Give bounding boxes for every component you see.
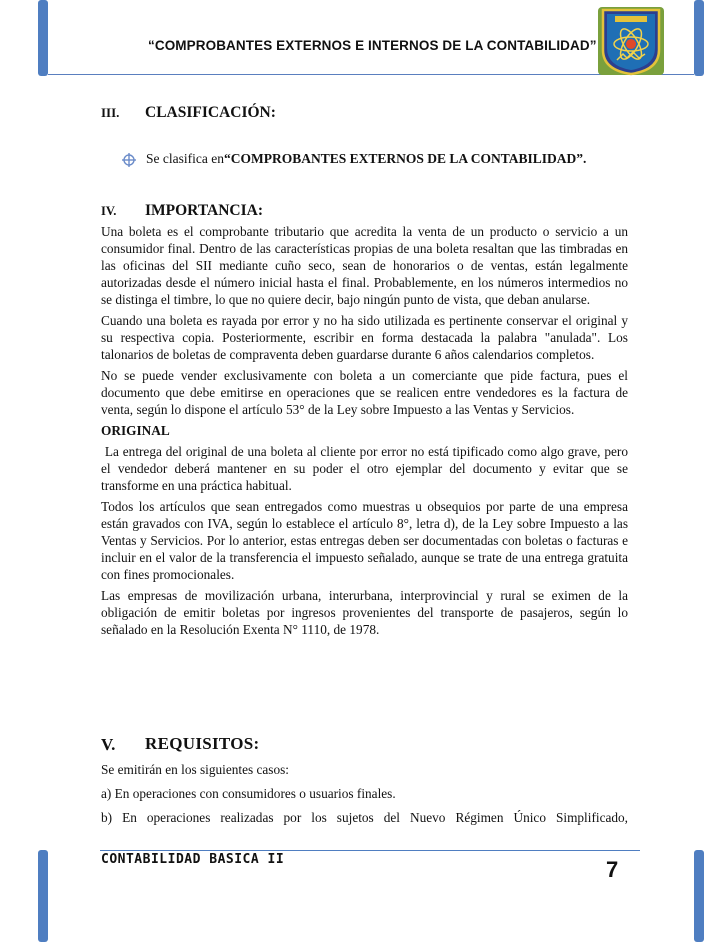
left-accent-bar-bottom — [38, 850, 48, 942]
left-accent-bar — [38, 0, 48, 76]
paragraph: La entrega del original de una boleta al cliente por error no está tipificado como algo grave, pero el vendedor deberá mantener en su poder el otro ejemplar del documento y evitar que se transforme en una práctica habitual. — [101, 444, 632, 493]
classification-bold-text: “COMPROBANTES EXTERNOS DE LA CONTABILIDAD”. — [223, 151, 587, 166]
page-number: 7 — [606, 857, 619, 882]
paragraph: Las empresas de movilización urbana, interurbana, interprovincial y rural se eximen de la obligación de emitir boletas por ingresos provenientes del transporte de pasajeros, según lo señalado en la Resolución Exenta N° 1110, de 1978. — [101, 588, 628, 637]
section-5-body — [101, 761, 628, 830]
paragraph: Cuando una boleta es rayada por error y no ha sido utilizada es pertinente conservar el original y su respectiva copia. Posteriormente, escribir en forma destacada la palabra "anulada". Los talonarios de boletas de compraventa deben guardarse durante 6 años calendarios completos. — [101, 313, 628, 362]
section-5-heading: REQUISITOS: — [145, 734, 260, 753]
footer-divider — [100, 850, 640, 851]
section-3-number: III. — [101, 105, 120, 120]
section-5-number: V. — [101, 735, 116, 754]
section-4-body — [101, 223, 632, 642]
section-4-number: IV. — [101, 204, 117, 218]
paragraph: Una boleta es el comprobante tributario que acredita la venta de un producto o servicio a un consumidor final. Dentro de las características propias de una boleta resaltan que las timbradas en las oficinas del SII mediante cuño seco, sean de honorarios o de ventas, están legalmente autorizadas desde el número inicial hasta el final. Probablemente, en los números intermedios no se distinga el timbre, lo que no quiere decir, bajo ningún punto de vista, que deban anularse. — [101, 224, 628, 307]
footer-course-label: CONTABILIDAD BASICA II — [101, 852, 285, 867]
requirement-line: Se emitirán en los siguientes casos: — [101, 762, 289, 777]
university-seal-logo — [597, 6, 665, 76]
subheading-original: ORIGINAL — [101, 423, 170, 438]
paragraph: No se puede vender exclusivamente con boleta a un comerciante que pide factura, pues el documento que debe emitirse en operaciones que se realicen entre vendedores es la factura de venta, según lo dispone el artículo 53° de la Ley sobre Impuesto a las Ventas y Servicios. — [101, 368, 628, 417]
section-4-heading: IMPORTANCIA: — [145, 202, 263, 219]
classification-bullet — [146, 151, 586, 167]
crosshair-bullet-icon — [122, 153, 136, 167]
paragraph: Todos los artículos que sean entregados como muestras u obsequios por parte de una empresa están gravados con IVA, según lo establece el artículo 8°, letra d), de la Ley sobre Impuesto a las Ventas y Servicios. Por lo anterior, estas entregas deben ser documentadas con boletas o facturas e incluir en el valor de la transferencia el impuesto señalado, aunque se trate de una entrega gratuita con fines promocionales. — [101, 499, 628, 582]
requirement-line: b) En operaciones realizadas por los sujetos del Nuevo Régimen Único Simplificado, — [101, 810, 628, 825]
requirement-line: a) En operaciones con consumidores o usuarios finales. — [101, 786, 396, 801]
classification-text: Se clasifica en — [146, 151, 224, 166]
right-accent-bar-bottom — [694, 850, 704, 942]
page-header-title: “COMPROBANTES EXTERNOS E INTERNOS DE LA CONTABILIDAD” — [148, 38, 597, 53]
right-accent-bar — [694, 0, 704, 76]
section-3-heading: CLASIFICACIÓN: — [145, 104, 276, 121]
